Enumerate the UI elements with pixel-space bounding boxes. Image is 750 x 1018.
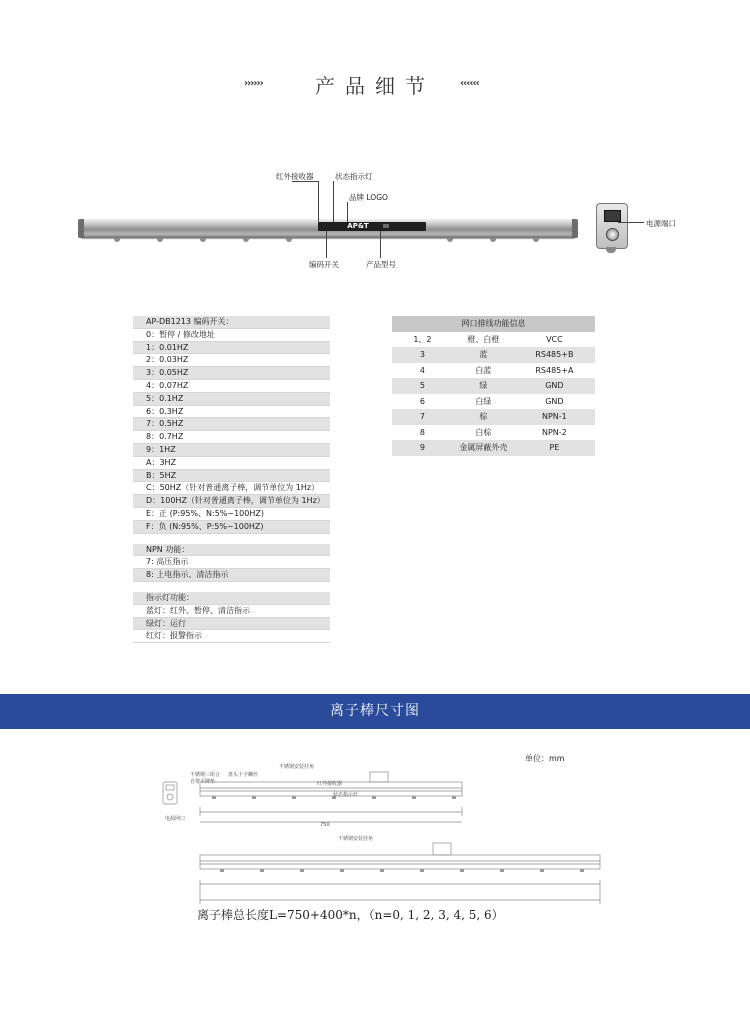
ion-bar-endcap-left (78, 219, 84, 238)
table-row: 7：0.5HZ (133, 418, 330, 431)
callout-status-light: 状态指示灯 (335, 172, 373, 181)
leader-line (326, 231, 327, 258)
label-power-port: 电源网口 (165, 816, 186, 822)
emitter-pin (200, 238, 206, 242)
unit-label: 单位：mm (525, 754, 565, 763)
brand-logo: AP&T (347, 222, 369, 230)
table-row: 7: 高压指示 (133, 556, 330, 569)
emitter-pin (490, 238, 496, 242)
chevron-left-decoration: ›››››› (244, 78, 263, 89)
leader-line (347, 202, 348, 222)
table-row: 蓝灯：红外、暂停、清洁指示 (133, 605, 330, 618)
callout-ir-receiver: 红外接收器 (276, 172, 314, 181)
table-row: D：100HZ（针对普通离子棒，调节单位为 1Hz） (133, 495, 330, 508)
table-row: C：50HZ（针对普通离子棒，调节单位为 1Hz） (133, 482, 330, 495)
table-row: 3：0.05HZ (133, 367, 330, 380)
emitter-pin (243, 238, 249, 242)
table-row: E：正 (P:95%、N:5%~100HZ) (133, 508, 330, 521)
chevron-right-decoration: ‹‹‹‹‹‹ (460, 78, 479, 89)
table-row: 3 蓝 RS485+B (392, 347, 595, 363)
encoder-spec-table (133, 316, 330, 643)
table-row: 2：0.03HZ (133, 354, 330, 367)
table-row: 5：0.1HZ (133, 393, 330, 406)
label-self-tap: 自带平牌垫 (190, 779, 216, 785)
label-mount-bracket: 不锈钢安装挂角 (338, 836, 374, 842)
table-row: 红灯：报警指示 (133, 630, 330, 643)
table-row: 1、2 橙、白橙 VCC (413, 334, 563, 344)
emitter-pin (447, 238, 453, 242)
table-header: 网口排线功能信息 (392, 316, 595, 332)
section-band-title: 离子棒尺寸图 (0, 694, 750, 729)
pinout-table (392, 316, 595, 456)
table-row: AP-DB1213 编码开关： (133, 316, 330, 329)
status-led (383, 224, 389, 228)
table-row: 9 金属屏蔽外壳 PE (392, 440, 595, 456)
label-dim-750: 750 (320, 822, 330, 828)
callout-brand-logo: 品牌 LOGO (349, 193, 388, 202)
section-title: 产品细节 (315, 74, 435, 98)
table-row: 4 白蓝 RS485+A (419, 365, 574, 375)
callout-model: 产品型号 (366, 260, 396, 269)
leader-line (333, 181, 334, 222)
length-formula: 离子棒总长度L=750+400*n，（n=0, 1, 2, 3, 4, 5, 6） (197, 908, 504, 922)
table-row: 7 棕 NPN-1 (392, 409, 595, 425)
label-mount-bracket: 不锈钢安装挂角 (279, 764, 315, 770)
table-row: 指示灯功能： (133, 592, 330, 605)
table-row: 8：0.7HZ (133, 431, 330, 444)
table-row: 5 绿 GND (392, 378, 595, 394)
table-row: 1：0.01HZ (133, 342, 330, 355)
table-row: 4：0.07HZ (133, 380, 330, 393)
table-row: A：3HZ (133, 457, 330, 470)
end-view (596, 203, 628, 249)
emitter-pin (286, 238, 292, 242)
leader-line (292, 181, 318, 182)
leader-line (618, 222, 644, 223)
callout-encoder-switch: 编码开关 (309, 260, 339, 269)
table-row: 8 白棕 NPN-2 (419, 427, 567, 437)
label-cross-screw: 盘头十字螺丝 (228, 772, 259, 778)
leader-line (380, 231, 381, 258)
ion-bar-endcap-right (572, 219, 578, 238)
table-row: 6：0.3HZ (133, 406, 330, 419)
dimension-drawing (150, 760, 610, 910)
table-row: NPN 功能： (133, 544, 330, 557)
label-ir-receiver: 红外接收器 (317, 781, 343, 787)
end-view-foot (606, 247, 616, 253)
label-stainless-screw: 不锈钢三组合 (190, 772, 221, 778)
table-row: 0：暂停 / 修改地址 (133, 329, 330, 342)
table-row: 绿灯：运行 (133, 618, 330, 631)
power-connector-icon (606, 228, 619, 241)
leader-line (318, 181, 319, 222)
emitter-pin (114, 238, 120, 242)
table-row: 6 白绿 GND (419, 396, 564, 406)
emitter-pin (533, 238, 539, 242)
table-row: F：负 (N:95%、P:5%~100HZ) (133, 521, 330, 534)
rj45-port-icon (604, 210, 621, 222)
table-row: B：5HZ (133, 470, 330, 483)
table-row: 9：1HZ (133, 444, 330, 457)
table-row: 8: 上电指示、清洁指示 (133, 569, 330, 582)
callout-power-port: 电源端口 (646, 219, 676, 228)
label-status-light: 状态指示灯 (333, 792, 359, 798)
emitter-pin (157, 238, 163, 242)
